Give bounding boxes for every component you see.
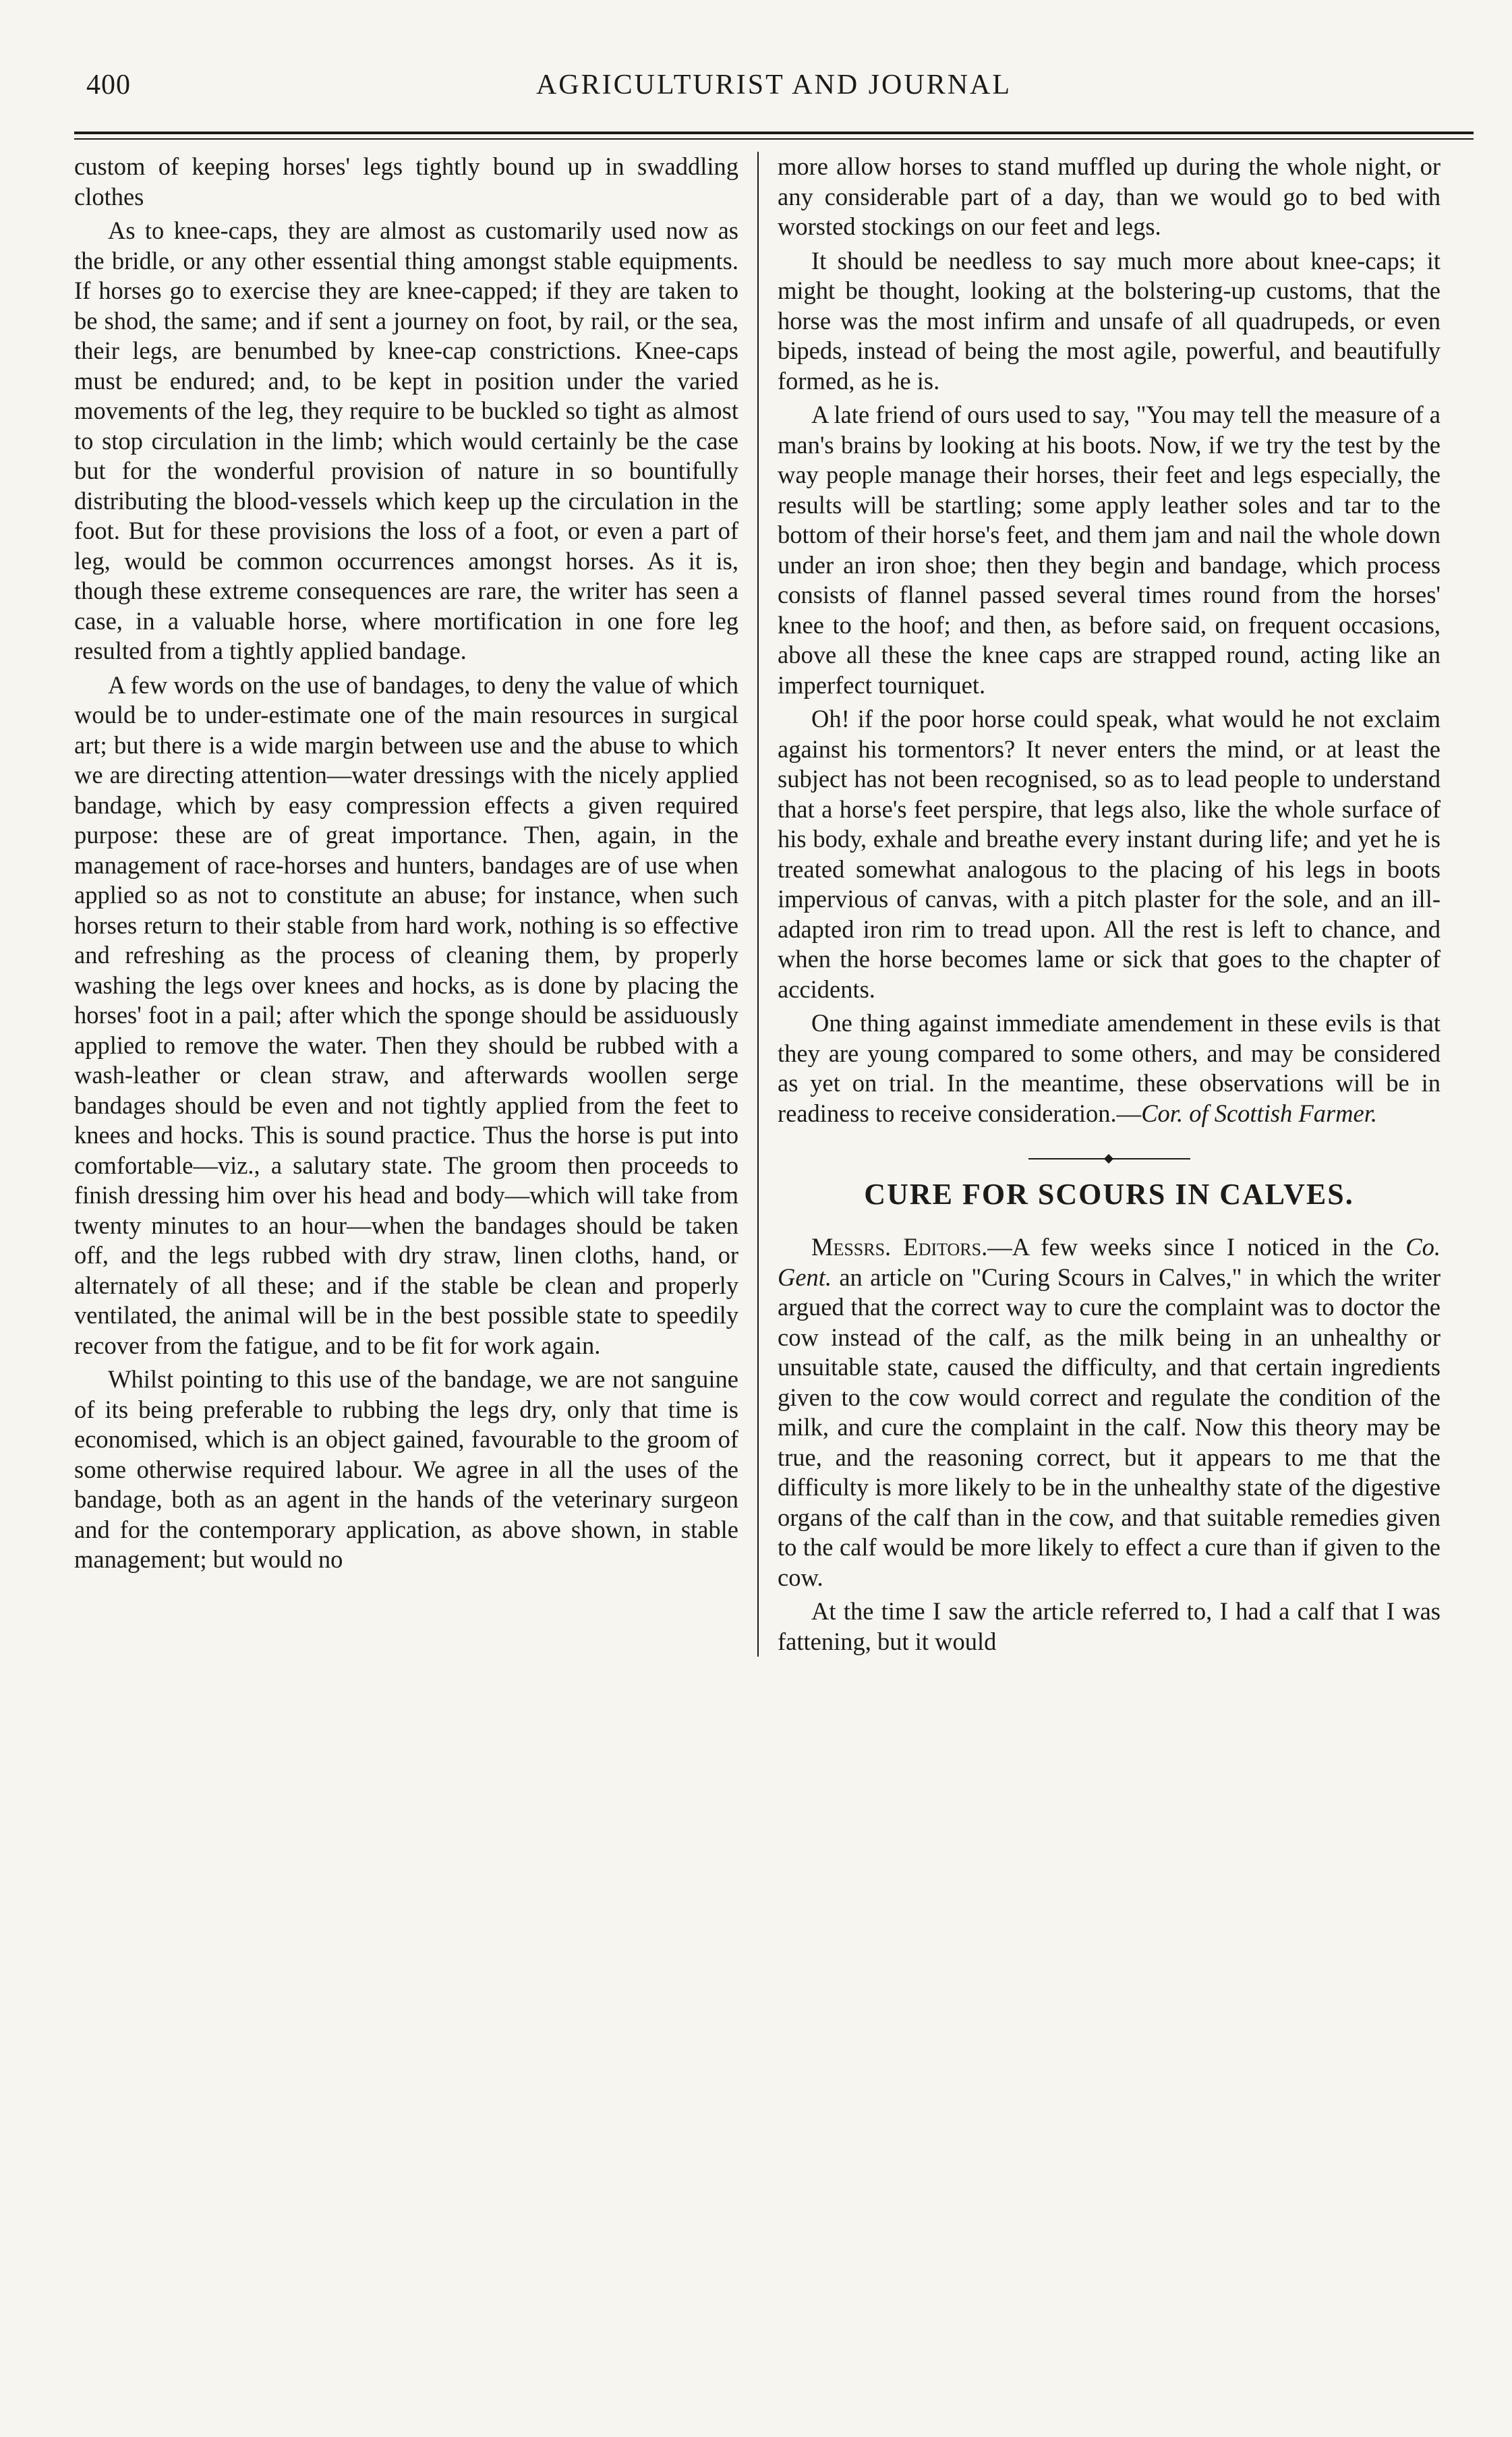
publication-name: Co. Gent. — [778, 1233, 1441, 1291]
right-paragraph-1: more allow horses to stand muffled up during the whole night, or any considerable part of a day, than we would go to bed with worsted stockings on our feet and legs. — [778, 152, 1441, 240]
left-paragraph-1: custom of keeping horses' legs tightly bound up in swaddling clothes — [74, 152, 738, 210]
right-paragraph-2: It should be needless to say much more about knee-caps; it might be thought, looking at the bolstering-up customs, that the horse was the most infirm and unsafe of all quadrupeds, or even bipeds, instead of being the most agile, powerful, and beautifully formed, as he is. — [778, 246, 1441, 395]
article-signoff: Cor. of Scottish Farmer. — [1141, 1099, 1378, 1127]
right-paragraph-4: Oh! if the poor horse could speak, what would he not exclaim against his tormentors? It never enters the mind, or at least the subject has not been recognised, so as to lead people to understand that a horse's feet perspire, that legs also, like the whole surface of his body, exhale and breathe every instant during life; and yet he is treated somewhat analogous to the placing of his legs in boots impervious of canvas, with a pitch plaster for the sole, and an ill-adapted iron rim to tread upon. All the rest is left to chance, and when the horse becomes lame or sick that goes to the chapter of accidents. — [778, 705, 1441, 1003]
left-paragraph-4: Whilst pointing to this use of the bandage, we are not sanguine of its being preferable to rubbing the legs dry, only that time is economised, which is an object gained, favourable to the groom of some otherwise required labour. We agree in all the uses of the bandage, both as an agent in the hands of the veterinary surgeon and for the contemporary application, as above shown, in stable management; but would no — [74, 1365, 738, 1573]
left-paragraph-3: A few words on the use of bandages, to deny the value of which would be to under-estimate one of the main resources in surgical art; but there is a wide margin between use and the abuse to which we are directing attention—water dressings with the nicely applied bandage, which by easy compression effects a given required purpose: these are of great importance. Then, again, in the management of race-horses and hunters, bandages are of use when applied so as not to constitute an abuse; for instance, when such horses return to their stable from hard work, nothing is so effective and refreshing as the process of cleaning them, by properly washing the legs over knees and hocks, as is done by placing the horses' foot in a pail; after which the sponge should be assiduously applied to remove the water. Then they should be rubbed with a wash-leather or clean straw, and afterwards woollen serge bandages should be even and not tightly applied from the feet to knees and hocks. This is sound practice. Thus the horse is put into comfortable—viz., a salutary state. The groom then proceeds to finish dressing him over his head and body—which will take from twenty minutes to an hour—when the bandages should be taken off, and the legs rubbed with dry straw, linen cloths, hand, or alternately of all these; and if the stable be clean and properly ventilated, the animal will be in the best possible state to speedily recover from the fatigue, and to be fit for work again. — [74, 670, 738, 1359]
article-paragraph-1 — [778, 1232, 1441, 1593]
header-rule — [74, 132, 1474, 140]
newspaper-page — [74, 61, 1474, 2408]
right-paragraph-5 — [778, 1008, 1441, 1128]
running-head: AGRICULTURIST AND JOURNAL — [535, 69, 1012, 101]
right-column — [757, 152, 1441, 1657]
page-header — [74, 61, 1474, 121]
right-paragraph-5-text: One thing against immediate amendement in these evils is that they are young compared to some others, and may be considered as yet on trial. In the meantime, these observations will be in readiness to receive consideration.— — [778, 1009, 1441, 1127]
text-columns — [74, 152, 1474, 1657]
article-paragraph-1-a: —A few weeks since I noticed in the — [987, 1233, 1406, 1261]
right-paragraph-3: A late friend of ours used to say, "You may tell the measure of a man's brains by looking at his boots. Now, if we try the test by the way people manage their horses, their feet and legs especially, the results will be startling; some apply leather soles and tar to the bottom of their horse's feet, and them jam and nail the whole down under an iron shoe; then they begin and bandage, which process consists of flannel passed several times round from the horses' knee to the hoof; and then, as before said, on frequent occasions, above all these the knee caps are strapped round, acting like an imperfect tourniquet. — [778, 401, 1441, 699]
left-paragraph-2: As to knee-caps, they are almost as customarily used now as the bridle, or any other essential thing amongst stable equipments. If horses go to exercise they are knee-capped; if they are taken to be shod, the same; and if sent a journey on foot, by rail, or the sea, their legs, are benumbed by knee-cap constrictions. Knee-caps must be endured; and, to be kept in position under the varied movements of the leg, they require to be buckled so tight as almost to stop circulation in the limb; which would certainly be the case but for the wonderful provision of nature in so bountifully distributing the blood-vessels which keep up the circulation in the foot. But for these provisions the loss of a foot, or even a part of leg, would be common occurrences amongst horses. As it is, though these extreme consequences are rare, the writer has seen a case, in a valuable horse, where mortification in one fore leg resulted from a tightly applied bandage. — [74, 217, 738, 664]
article-paragraph-2: At the time I saw the article referred to, I had a calf that I was fattening, but it would — [778, 1597, 1441, 1655]
left-column — [74, 152, 757, 1657]
section-divider — [1028, 1155, 1190, 1162]
article-paragraph-1-b: an article on "Curing Scours in Calves," in which the writer argued that the correct way to cure the complaint was to doctor the cow instead of the calf, as the milk being in an unhealthy or unsuitable state, caused the difficulty, and that certain ingredients given to the cow would correct and regulate the condition of the milk, and cure the complaint in the calf. Now this theory may be true, and the reasoning correct, but it appears to me that the difficulty is more likely to be in the unhealthy state of the digestive organs of the calf than in the cow, and that suitable remedies given to the calf would be more likely to effect a cure than if given to the cow. — [778, 1263, 1441, 1591]
article-title: CURE FOR SCOURS IN CALVES. — [864, 1178, 1354, 1211]
page-number: 400 — [86, 69, 131, 101]
article-lead-in: Messrs. Editors. — [811, 1233, 988, 1261]
